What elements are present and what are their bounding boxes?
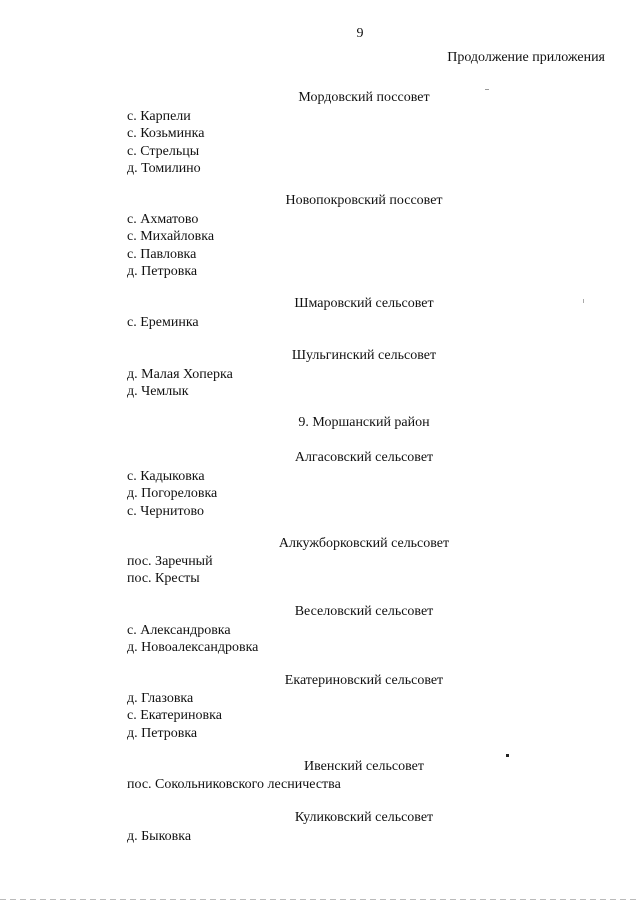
settlement-list [127,108,204,178]
section-heading: Екатериновский сельсовет [284,673,444,688]
section-heading: Веселовский сельсовет [294,604,434,619]
list-item: с. Кадыковка [127,469,205,484]
list-item: д. Новоалександровка [127,640,259,656]
list-item: д. Быковка [127,829,192,844]
section-heading: Куликовский сельсовет [294,810,434,825]
continuation-label: Продолжение приложения [447,50,605,65]
list-item: д. Погореловка [127,486,218,502]
list-item: с. Чернитово [127,503,204,519]
settlement-list [127,828,191,845]
scan-speck [583,299,584,303]
list-item: д. Петровка [127,725,198,741]
district-heading: 9. Моршанский район [298,415,430,430]
settlement-list [127,211,214,281]
settlement-list [127,622,258,657]
list-item: с. Ахматово [127,212,199,227]
list-item: с. Ереминка [127,315,199,330]
list-item: д. Глазовка [127,691,194,706]
settlement-list [127,776,341,793]
section-heading: Алгасовский сельсовет [294,450,434,465]
list-item: пос. Заречный [127,554,213,569]
settlement-list [127,468,217,520]
list-item: с. Павловка [127,246,197,262]
scan-speck [485,89,489,90]
list-item: с. Екатериновка [127,708,222,724]
section-heading: Новопокровский поссовет [285,193,443,208]
page-number: 9 [356,26,364,41]
section-heading: Мордовский поссовет [298,90,430,105]
settlement-list [127,314,199,331]
list-item: с. Стрельцы [127,143,200,159]
list-item: пос. Сокольниковского лесничества [127,777,341,792]
scan-speck [506,754,509,757]
settlement-list [127,366,233,401]
list-item: пос. Кресты [127,571,200,587]
list-item: д. Петровка [127,264,198,280]
settlement-list [127,690,222,742]
section-heading: Шульгинский сельсовет [291,348,437,363]
list-item: с. Козьминка [127,126,205,142]
list-item: д. Чемлык [127,384,189,400]
section-heading: Ивенский сельсовет [304,759,424,774]
section-heading: Шмаровский сельсовет [294,296,434,311]
list-item: д. Малая Хоперка [127,367,233,382]
list-item: с. Михайловка [127,229,215,245]
scan-edge-line [0,899,640,900]
list-item: д. Томилино [127,161,201,177]
list-item: с. Александровка [127,623,231,638]
list-item: с. Карпели [127,109,191,124]
section-heading: Алкужборковский сельсовет [278,536,450,551]
settlement-list [127,553,213,588]
